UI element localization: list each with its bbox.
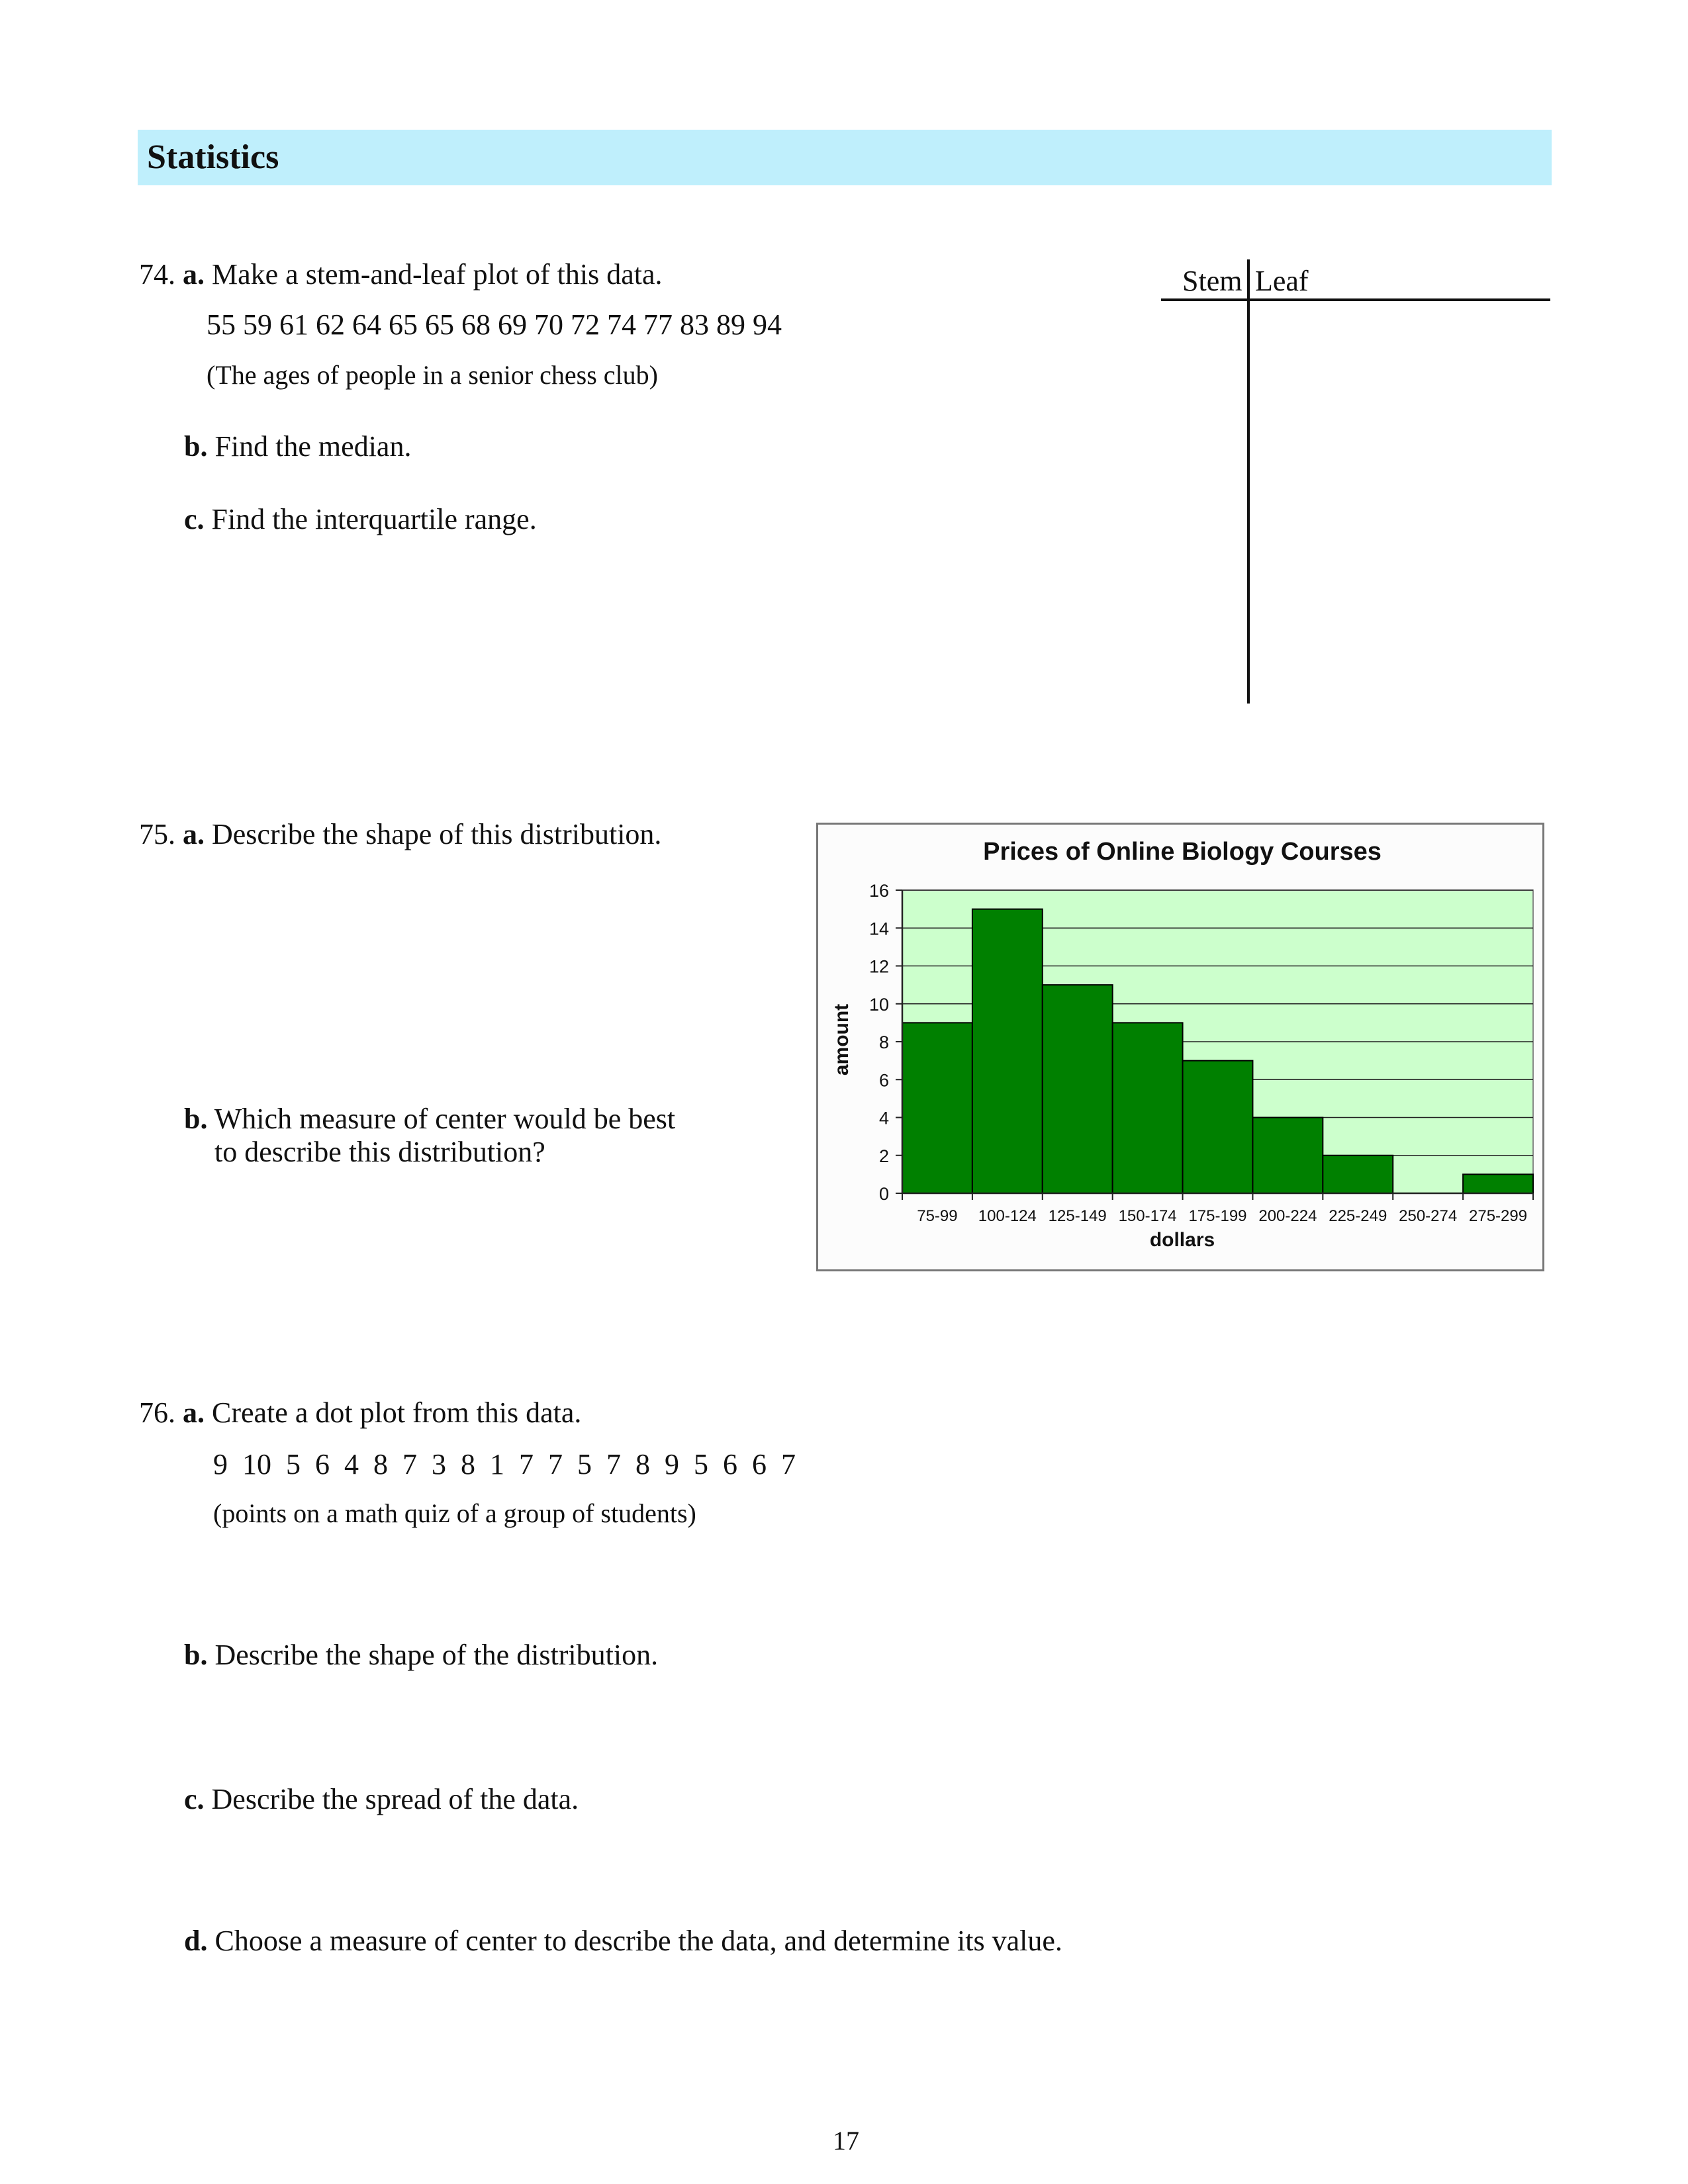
- q75-part-b-line1: [184, 1101, 675, 1137]
- x-tick-label: 225-249: [1329, 1207, 1387, 1225]
- q76-part-b: [184, 1637, 658, 1673]
- q76-c-text: Describe the spread of the data.: [211, 1783, 579, 1815]
- x-tick-label: 250-274: [1399, 1207, 1458, 1225]
- q74-a-label: a.: [183, 258, 205, 291]
- q76-part-a: [139, 1395, 581, 1431]
- q76-d-label: d.: [184, 1925, 208, 1957]
- histogram-bar: [972, 909, 1043, 1193]
- q74-data: 55 59 61 62 64 65 65 68 69 70 72 74 77 83 89 94: [207, 308, 782, 341]
- q75-b-label: b.: [184, 1103, 208, 1135]
- leaf-label: Leaf: [1255, 265, 1309, 297]
- q76-number: 76.: [139, 1396, 175, 1429]
- y-tick-label: 8: [878, 1032, 889, 1052]
- q75-a-label: a.: [183, 818, 205, 850]
- q74-b-text: Find the median.: [214, 430, 412, 463]
- q76-part-d: [184, 1923, 1062, 1959]
- page-number: 17: [833, 2126, 859, 2156]
- histogram-bar: [1252, 1118, 1323, 1194]
- q76-data: 9 10 5 6 4 8 7 3 8 1 7 7 5 7 8 9 5 6 6 7: [213, 1448, 796, 1480]
- x-tick-label: 125-149: [1048, 1207, 1107, 1225]
- section-title: Statistics: [147, 138, 279, 176]
- q76-d-text: Choose a measure of center to describe the data, and determine its value.: [214, 1925, 1062, 1957]
- q74-part-b: [184, 429, 411, 465]
- chart-title: Prices of Online Biology Courses: [983, 838, 1382, 866]
- y-tick-label: 6: [878, 1070, 889, 1091]
- histogram-bar: [1183, 1061, 1253, 1193]
- x-tick-label: 175-199: [1188, 1207, 1247, 1225]
- y-tick-label: 12: [868, 956, 889, 977]
- y-tick-label: 10: [868, 994, 889, 1015]
- q74-number: 74.: [139, 258, 175, 291]
- y-tick-label: 4: [878, 1108, 889, 1128]
- q76-a-text: Create a dot plot from this data.: [212, 1396, 582, 1429]
- q74-b-label: b.: [184, 430, 208, 463]
- q75-part-a: [139, 817, 661, 852]
- stem-label: Stem: [1182, 265, 1243, 297]
- x-tick-label: 275-299: [1469, 1207, 1528, 1225]
- q76-part-c: [184, 1782, 579, 1817]
- q75-number: 75.: [139, 818, 175, 850]
- histogram-bar: [1463, 1174, 1533, 1193]
- x-tick-label: 150-174: [1118, 1207, 1177, 1225]
- q76-c-label: c.: [184, 1783, 205, 1815]
- histogram-bar: [1323, 1156, 1393, 1193]
- chart-xlabel: dollars: [1149, 1229, 1215, 1251]
- q74-c-label: c.: [184, 503, 205, 535]
- q76-b-label: b.: [184, 1639, 208, 1671]
- x-tick-label: 100-124: [978, 1207, 1037, 1225]
- y-tick-label: 2: [878, 1146, 889, 1166]
- q75-b-text-line2: to describe this distribution?: [214, 1136, 545, 1168]
- q76-a-label: a.: [183, 1396, 205, 1429]
- chart-ylabel: amount: [831, 1003, 853, 1076]
- q75-a-text: Describe the shape of this distribution.: [212, 818, 662, 850]
- histogram-bar: [1043, 985, 1113, 1193]
- q76-b-text: Describe the shape of the distribution.: [214, 1639, 659, 1671]
- section-header-band: [138, 130, 1552, 185]
- q74-a-text: Make a stem-and-leaf plot of this data.: [212, 258, 663, 291]
- histogram-bar: [902, 1023, 972, 1193]
- x-tick-label: 75-99: [917, 1207, 958, 1225]
- histogram-bar: [1113, 1023, 1183, 1193]
- y-tick-label: 16: [868, 881, 889, 901]
- y-tick-label: 14: [868, 919, 889, 939]
- q75-b-text-line1: Which measure of center would be best: [214, 1103, 676, 1135]
- q76-note: (points on a math quiz of a group of students): [213, 1498, 696, 1528]
- q74-note: (The ages of people in a senior chess club): [207, 360, 658, 390]
- q74-c-text: Find the interquartile range.: [211, 503, 537, 535]
- x-tick-label: 200-224: [1258, 1207, 1317, 1225]
- stem-leaf-vertical-rule: [1247, 259, 1250, 704]
- q74-part-c: [184, 502, 537, 537]
- q74-part-a: [139, 257, 663, 293]
- histogram-chart: [816, 823, 1544, 1271]
- y-tick-label: 0: [878, 1184, 889, 1204]
